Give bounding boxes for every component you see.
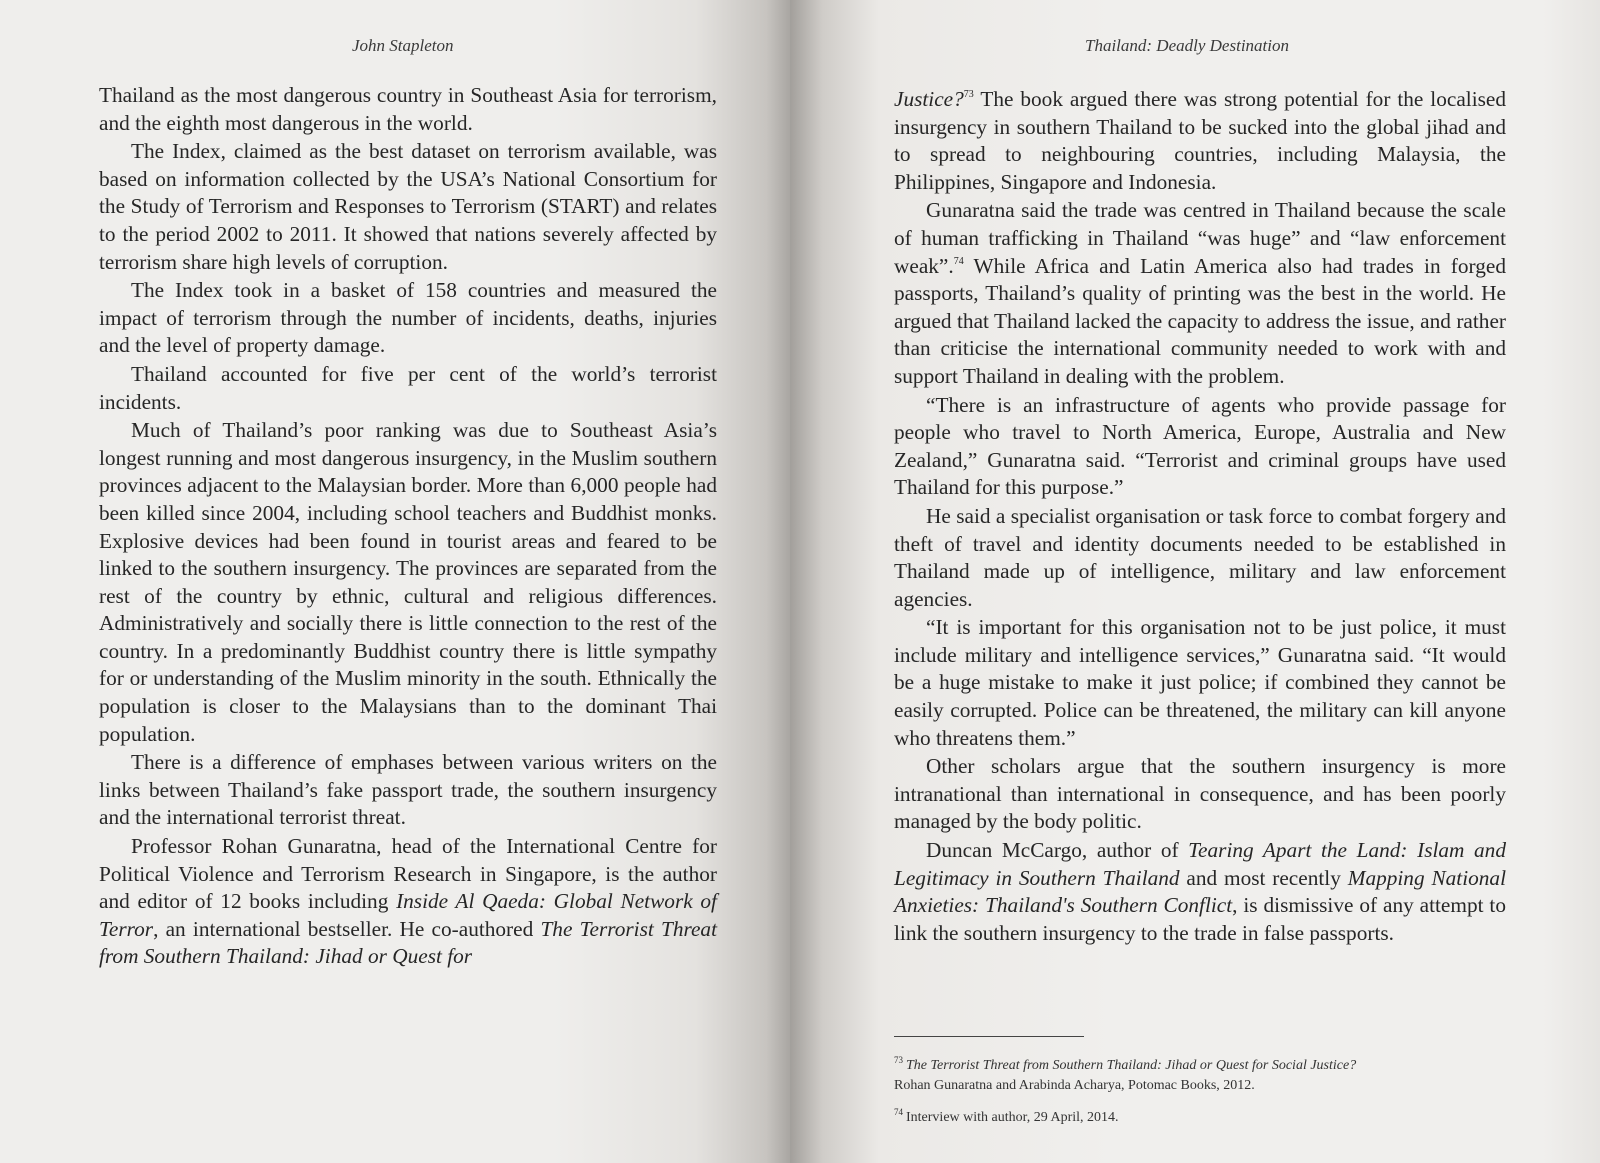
paragraph [894, 197, 1506, 390]
paragraph-mccargo [894, 837, 1506, 947]
paragraph: There is a difference of emphases between various writers on the links between Thailand’s fake passport trade, the southern insurgency and the international terrorist threat. [99, 750, 717, 830]
left-running-head: John Stapleton [352, 36, 454, 55]
paragraph: He said a specialist organisation or task force to combat forgery and theft of travel and identity documents needed to be established in Thailand made up of intelligence, military and law enforcement agencies. [894, 503, 1506, 611]
footnote-74 [894, 1108, 1494, 1128]
left-page [0, 0, 790, 1163]
footnote-detail: Rohan Gunaratna and Arabinda Acharya, Potomac Books, 2012. [894, 1078, 1255, 1093]
footnote-title: The Terrorist Threat from Southern Thailand: Jihad or Quest for Social Justice? [906, 1058, 1357, 1073]
paragraph-text: The book argued there was strong potential for the localised insurgency in southern Thailand to be sucked into the global jihad and to spread to neighbouring countries, including Malaysia, the Philippines, Singapore and Indonesia. [894, 87, 1506, 194]
paragraph: “There is an infrastructure of agents who provide passage for people who travel to North America, Europe, Australia and New Zealand,” Gunaratna said. “Terrorist and criminal groups have used Thailand for this purpose.” [894, 392, 1506, 500]
footnote-number: 74 [894, 1107, 903, 1117]
right-running-head: Thailand: Deadly Destination [1085, 36, 1289, 55]
paragraph: Thailand as the most dangerous country in Southeast Asia for terrorism, and the eighth most dangerous in the world. [99, 83, 717, 135]
paragraph-text: Gunaratna said the trade was centred in Thailand because the scale of human trafficking in Thailand “was huge” and “law enforcement weak”. [894, 198, 1506, 278]
book-title: The Terrorist Threat from Southern Thailand: Jihad or Quest for [99, 916, 717, 969]
footnote-text: Interview with author, 29 April, 2014. [906, 1110, 1119, 1125]
paragraph [894, 86, 1506, 196]
left-body-text [99, 82, 717, 971]
paragraph-text: , an international bestseller. He co-authored [153, 916, 541, 941]
book-title: Inside Al Qaeda: Global Network of Terror [99, 889, 717, 941]
footnote-rule [894, 1036, 1084, 1037]
paragraph: “It is important for this organisation not to be just police, it must include military and intelligence services,” Gunaratna said. “It would be a huge mistake to make it just police; if combined they cannot be easily corrupted. Police can be threatened, the military can kill anyone who threatens them.” [894, 615, 1506, 750]
right-page [790, 0, 1600, 1163]
paragraph: The Index took in a basket of 158 countries and measured the impact of terrorism through the number of incidents, deaths, injuries and the level of property damage. [99, 278, 717, 358]
book-title: Mapping National Anxieties: Thailand's Southern Conflict [894, 865, 1506, 918]
paragraph-text: , is dismissive of any attempt to link the southern insurgency to the trade in false passports. [894, 893, 1506, 945]
footnote-number: 73 [894, 1055, 903, 1065]
footnote-ref: 74 [953, 255, 964, 267]
paragraph-gunaratna [99, 833, 717, 971]
paragraph: Other scholars argue that the southern insurgency is more intranational than international in consequence, and has been poorly managed by the body politic. [894, 754, 1506, 834]
paragraph: Much of Thailand’s poor ranking was due to Southeast Asia’s longest running and most dangerous insurgency, in the Muslim southern provinces adjacent to the Malaysian border. More than 6,000 people had been killed since 2004, including school teachers and Buddhist monks. Explosive devices had been found in tourist areas and feared to be linked to the southern insurgency. The provinces are separated from the rest of the country by ethnic, cultural and religious differences. Administratively and socially there is little connection to the rest of the country. In a predominantly Buddhist country there is little sympathy for or understanding of the Muslim minority in the south. Ethnically the population is closer to the Malaysians than to the dominant Thai population. [99, 418, 717, 746]
footnote-ref: 73 [963, 89, 974, 100]
paragraph-text: While Africa and Latin America also had trades in forged passports, Thailand’s quality of printing was the best in the world. He argued that Thailand lacked the capacity to address the issue, and rather than criticise the international community needed to work with and support Thailand in dealing with the problem. [894, 253, 1506, 388]
book-title: Tearing Apart the Land: Islam and Legitimacy in Southern Thailand [894, 838, 1506, 890]
footnotes [894, 1056, 1494, 1140]
paragraph-text: Duncan McCargo, author of [926, 838, 1189, 863]
paragraph-text: and most recently [1179, 865, 1348, 890]
right-body-text [894, 86, 1506, 947]
paragraph: Thailand accounted for five per cent of the world’s terrorist incidents. [99, 361, 717, 414]
paragraph: The Index, claimed as the best dataset on terrorism available, was based on information collected by the USA’s National Consortium for the Study of Terrorism and Responses to Terrorism (START) and relates to the period 2002 to 2011. It showed that nations severely affected by terrorism share high levels of corruption. [99, 139, 717, 274]
book-title: Justice? [894, 87, 964, 111]
footnote-73 [894, 1056, 1494, 1096]
paragraph-text: Professor Rohan Gunaratna, head of the International Centre for Political Violence and Terrorism Research in Singapore, is the author and editor of 12 books including [99, 834, 717, 914]
